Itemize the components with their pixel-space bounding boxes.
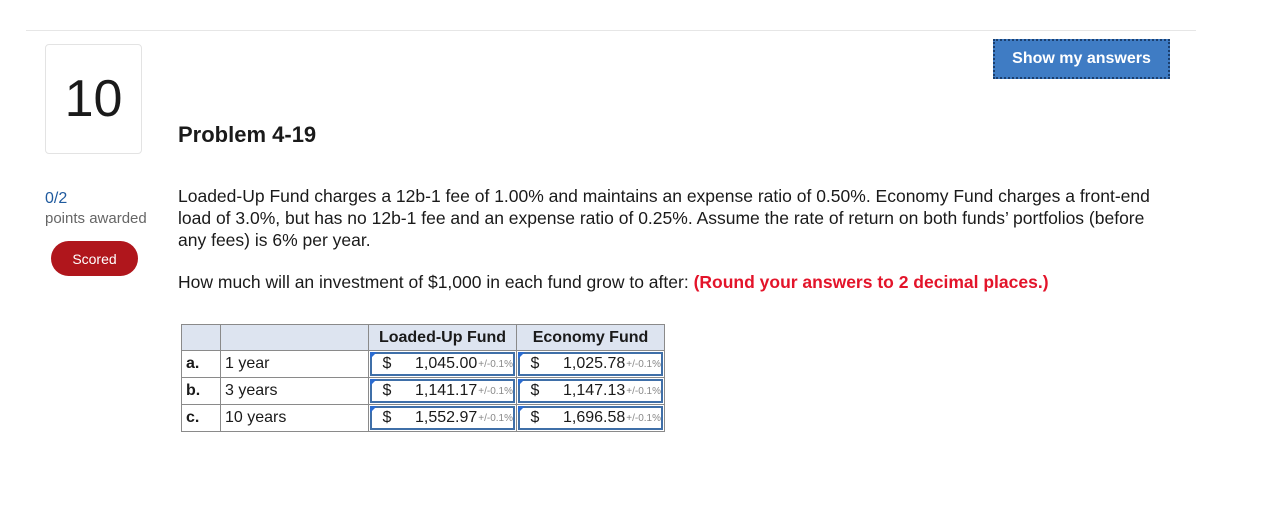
answer-cell-economy [517,351,665,378]
table-row [182,378,665,405]
row-period: 10 years [221,405,369,432]
row-period: 3 years [221,378,369,405]
currency-symbol: $ [382,355,392,372]
answer-input-economy[interactable] [518,379,663,403]
tolerance-label: +/-0.1% [626,358,661,370]
answer-input-economy[interactable] [518,406,663,430]
answer-value: 1,141.17 [414,382,478,399]
question-prompt-text: How much will an investment of $1,000 in each fund grow to after: [178,272,689,292]
header-letter [182,325,221,351]
table-row [182,405,665,432]
tolerance-label: +/-0.1% [478,412,513,424]
problem-statement: Loaded-Up Fund charges a 12b-1 fee of 1.00% and maintains an expense ratio of 0.50%. Economy Fund charges a front-end load of 3.0%, but has no 12b-1 fee and an expense ratio of 0.25%. Assume the rate of return on both funds’ portfolios (before any fees) is 6% per year. [178,186,1150,250]
table-row [182,351,665,378]
currency-symbol: $ [382,409,392,426]
header-period [221,325,369,351]
answer-cell-economy [517,378,665,405]
problem-title: Problem 4-19 [178,122,317,147]
header-economy-fund: Economy Fund [517,325,665,351]
tolerance-label: +/-0.1% [626,412,661,424]
answer-cell-economy [517,405,665,432]
question-prompt [178,272,1049,293]
answer-cell-loaded-up [369,351,517,378]
currency-symbol: $ [530,409,540,426]
question-number: 10 [45,44,142,154]
show-my-answers-button[interactable]: Show my answers [993,39,1170,79]
currency-symbol: $ [530,355,540,372]
answer-value: 1,696.58 [562,409,626,426]
top-divider [26,30,1196,31]
table-header-row [182,325,665,351]
answer-value: 1,147.13 [562,382,626,399]
points-awarded-label: points awarded [45,210,147,227]
answer-cell-loaded-up [369,378,517,405]
answer-input-loaded-up[interactable] [370,379,515,403]
tolerance-label: +/-0.1% [478,385,513,397]
row-letter: c. [182,405,221,432]
answer-cell-loaded-up [369,405,517,432]
answer-value: 1,045.00 [414,355,478,372]
answer-table [181,324,665,432]
answer-input-economy[interactable] [518,352,663,376]
score-value: 0/2 [45,190,68,207]
rounding-hint: (Round your answers to 2 decimal places.) [693,272,1049,292]
scored-badge: Scored [51,241,138,276]
answer-value: 1,025.78 [562,355,626,372]
header-loaded-up-fund: Loaded-Up Fund [369,325,517,351]
answer-input-loaded-up[interactable] [370,352,515,376]
answer-input-loaded-up[interactable] [370,406,515,430]
row-letter: b. [182,378,221,405]
tolerance-label: +/-0.1% [478,358,513,370]
tolerance-label: +/-0.1% [626,385,661,397]
currency-symbol: $ [382,382,392,399]
answer-value: 1,552.97 [414,409,478,426]
row-period: 1 year [221,351,369,378]
row-letter: a. [182,351,221,378]
currency-symbol: $ [530,382,540,399]
